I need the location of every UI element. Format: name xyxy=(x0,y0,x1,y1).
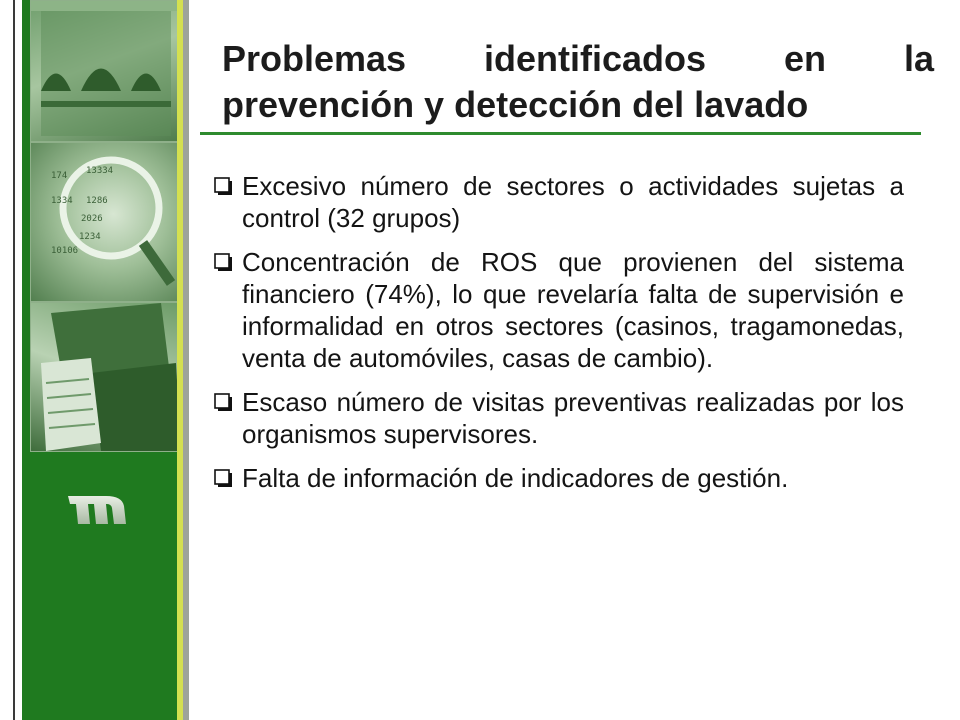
bullet-text: Falta de información de indicadores de gestión. xyxy=(242,463,789,493)
bullet-item xyxy=(214,462,904,494)
bullet-item xyxy=(214,170,904,234)
svg-text:10106: 10106 xyxy=(51,246,79,256)
bullet-text: Escaso número de visitas preventivas realizadas por los organismos supervisores. xyxy=(242,387,904,449)
svg-text:13334: 13334 xyxy=(86,166,114,176)
hollow-square-bullet-icon xyxy=(214,253,233,272)
slide-title-line-1: Problemas identificados en la xyxy=(222,38,934,79)
hollow-square-bullet-icon xyxy=(214,177,233,196)
bullet-list xyxy=(214,170,904,506)
svg-text:1234: 1234 xyxy=(79,232,101,242)
magnifier-photo xyxy=(30,142,182,302)
m-logo xyxy=(66,492,130,526)
frame-line xyxy=(13,0,15,720)
hollow-square-bullet-icon xyxy=(214,469,233,488)
bullet-text: Concentración de ROS que provienen del sistema financiero (74%), lo que revelaría falta de supervisión e informalidad en otros sectores (casinos, tragamonedas, venta de automóviles, casas de cambio). xyxy=(242,247,904,373)
reports-photo xyxy=(30,302,182,452)
slide-title-line-2: prevención y detección del lavado xyxy=(222,84,809,125)
decorative-sidebar xyxy=(0,0,192,720)
hollow-square-bullet-icon xyxy=(214,393,233,412)
bullet-item xyxy=(214,246,904,374)
building-photo xyxy=(30,0,182,142)
title-underline xyxy=(200,132,921,135)
gray-accent-line xyxy=(183,0,189,720)
bullet-item xyxy=(214,386,904,450)
bullet-text: Excesivo número de sectores o actividades sujetas a control (32 grupos) xyxy=(242,171,904,233)
svg-text:1334: 1334 xyxy=(51,196,73,206)
svg-text:174: 174 xyxy=(51,171,68,181)
svg-text:1286: 1286 xyxy=(86,196,108,206)
svg-text:2026: 2026 xyxy=(81,214,103,224)
slide-title xyxy=(222,36,934,128)
